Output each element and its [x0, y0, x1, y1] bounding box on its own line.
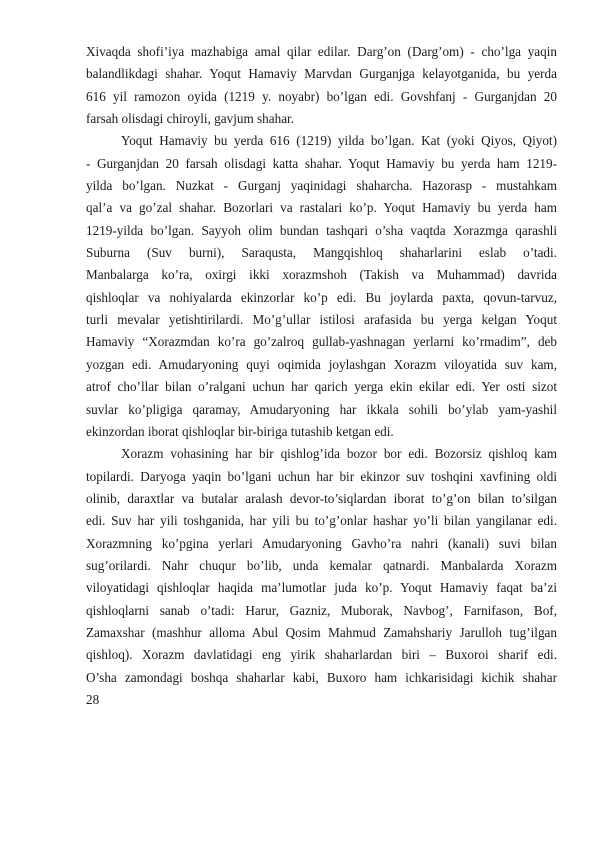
paragraph-3 [86, 443, 557, 689]
text-line: suvlar ko’pligiga qaramay, Amudaryoning har ikkala sohili bo’ylab yam-yashil [86, 401, 557, 417]
text-line: sug’orilardi. Nahr chuqur bo’lib, unda kemalar qatnardi. Manbalarda Xorazm [86, 557, 557, 573]
text-line: qal’a va go’zal shahar. Bozorlari va rastalari ko’p. Yoqut Hamaviy bu yerda ham [86, 200, 557, 216]
text-line: olinib, daraxtlar va butalar aralash devor-to’siqlardan iborat to’g’on bilan to’silgan [86, 490, 557, 506]
text-line: qishloqlarni sanab o’tadi: Harur, Gazniz, Muborak, Navbog’, Farnifason, Bof, [86, 602, 557, 618]
text-line: viloyatidagi qishloqlar haqida ma’lumotlar juda ko’p. Yoqut Hamaviy faqat ba’zi [86, 580, 557, 596]
text-line: balandlikdagi shahar. Yoqut Hamaviy Marvdan Gurganjga kelayotganida, bu yerda [86, 66, 557, 82]
text-line: turli mevalar yetishtirilardi. Mo’g’ullar istilosi arafasida bu yerga kelgan Yoqut [86, 312, 557, 328]
text-line: Xivaqda shofi’iya mazhabiga amal qilar edilar. Darg’on (Darg’om) - cho’lga yaqin [86, 44, 557, 59]
text-line: 616 yil ramozon oyida (1219 y. noyabr) bo’lgan edi. Govshfanj - Gurganjdan 20 [86, 88, 557, 104]
text-line: topilardi. Daryoga yaqin bo’lgani uchun har bir ekinzor suv toshqini xavfining oldi [86, 468, 557, 484]
text-line: Xorazm vohasining har bir qishlog’ida bozor bor edi. Bozorsiz qishloq kam [121, 446, 557, 462]
text-line: edi. Suv har yili toshganida, har yili bu to’g’onlar hashar yo’li bilan yangilanar edi. [86, 513, 557, 529]
text-line: Manbalarga ko’ra, oxirgi ikki xorazmshoh (Takish va Muhammad) davrida [86, 267, 557, 283]
text-line: qishloqlar va nohiyalarda ekinzorlar ko’p edi. Bu joylarda paxta, qovun-tarvuz, [86, 289, 557, 305]
text-line: Zamaxshar (mashhur alloma Abul Qosim Mahmud Zamahshariy Jarulloh tug’ilgan [86, 624, 557, 640]
text-line: farsah olisdagi chiroyli, gavjum shahar. [86, 111, 295, 127]
document-page [86, 41, 557, 711]
text-line: Xorazmning ko’pgina yerlari Amudaryoning Gavho’ra nahri (kanali) suvi bilan [86, 535, 557, 551]
text-line: ekinzordan iborat qishloqlar bir-biriga tutashib ketgan edi. [86, 423, 394, 439]
text-line: atrof cho’llar bilan o’ralgani uchun har qarich yerga ekin ekilar edi. Yer osti sizot [86, 379, 557, 395]
paragraph-2 [86, 130, 557, 443]
text-line: Suburna (Suv burni), Saraqusta, Mangqishloq shaharlarini eslab o’tadi. [86, 245, 557, 261]
text-line: - Gurganjdan 20 farsah olisdagi katta shahar. Yoqut Hamaviy bu yerda ham 1219- [86, 155, 557, 171]
text-line: qishloq). Xorazm davlatidagi eng yirik shaharlardan biri – Buxoroi sharif edi. [86, 647, 557, 663]
paragraph-1 [86, 41, 557, 130]
text-line: 1219-yilda bo’lgan. Sayyoh olim bundan tashqari o’sha vaqtda Xorazmga qarashli [86, 222, 557, 238]
page-number: 28 [86, 691, 100, 707]
text-line: yozgan edi. Amudaryoning quyi oqimida joylashgan Xorazm viloyatida suv kam, [86, 356, 557, 372]
text-line: yilda bo’lgan. Nuzkat - Gurganj yaqinidagi shaharcha. Hazorasp - mustahkam [86, 178, 557, 194]
text-line: Yoqut Hamaviy bu yerda 616 (1219) yilda bo’lgan. Kat (yoki Qiyos, Qiyot) [121, 133, 557, 149]
text-line: O’sha zamondagi boshqa shaharlar kabi, Buxoro ham ichkarisidagi kichik shahar [86, 669, 557, 685]
text-line: Hamaviy “Xorazmdan ko’ra go’zalroq gullab-yashnagan yerlarni ko’rmadim”, deb [86, 334, 557, 350]
